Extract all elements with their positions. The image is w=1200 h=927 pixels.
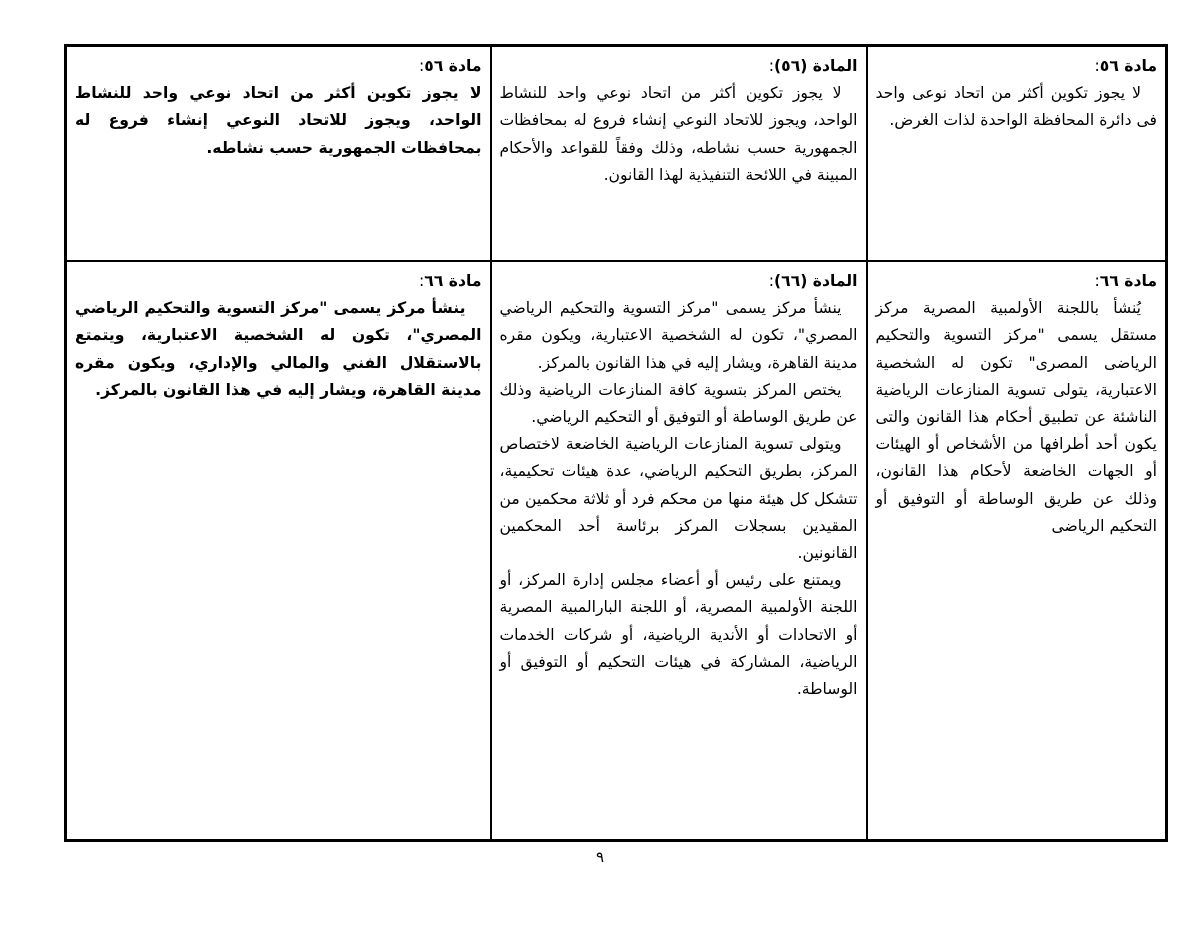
heading-colon: : <box>768 57 775 75</box>
article-heading: مادة ٥٦ <box>424 57 482 75</box>
heading-colon: : <box>768 272 775 290</box>
heading-colon: : <box>419 272 425 290</box>
heading-colon: : <box>1094 57 1100 75</box>
heading-colon: : <box>1094 272 1100 290</box>
article-paragraph: يختص المركز بتسوية كافة المنازعات الرياضية وذلك عن طريق الوساطة أو التوفيق أو التحكيم الرياضي. <box>499 380 858 427</box>
table-row <box>66 46 1167 262</box>
cell-article-56-col1 <box>867 46 1167 262</box>
cell-article-56-col2 <box>491 46 867 262</box>
cell-article-66-col1 <box>867 261 1167 841</box>
article-paragraph: ينشأ مركز يسمى "مركز التسوية والتحكيم الرياضي المصري"، تكون له الشخصية الاعتبارية، ويكون مقره مدينة القاهرة، ويشار إليه في هذا القانون بالمركز. <box>499 299 858 372</box>
article-paragraph: ويتولى تسوية المنازعات الرياضية الخاضعة لاختصاص المركز، بطريق التحكيم الرياضي، عدة هيئات تحكيمية، تتشكل كل هيئة منها من محكم فرد أو ثلاثة محكمين من المقيدين بسجلات المركز برئاسة أحد المحكمين القانونين. <box>499 435 858 563</box>
cell-article-66-col2 <box>491 261 867 841</box>
table-row <box>66 261 1167 841</box>
article-heading: المادة (٥٦) <box>774 57 858 75</box>
article-heading: مادة ٦٦ <box>1099 272 1157 290</box>
article-text: لا يجوز تكوين أكثر من اتحاد نوعى واحد فى دائرة المحافظة الواحدة لذات الغرض. <box>875 84 1157 130</box>
article-heading: المادة (٦٦) <box>774 272 858 290</box>
article-text: لا يجوز تكوين أكثر من اتحاد نوعي واحد للنشاط الواحد، ويجوز للاتحاد النوعي إنشاء فروع له بمحافظات الجمهورية حسب نشاطه، وذلك وفقاً للقواعد والأحكام المبينة في اللائحة التنفيذية لهذا القانون. <box>499 84 858 184</box>
cell-article-66-col3 <box>66 261 491 841</box>
article-text: ينشأ مركز يسمى "مركز التسوية والتحكيم الرياضي المصري"، تكون له الشخصية الاعتبارية، ويتمتع بالاستقلال الفني والمالي والإداري، ويكون مقره مدينة القاهرة، ويشار إليه في هذا القانون بالمركز. <box>75 299 482 399</box>
heading-colon: : <box>419 57 425 75</box>
article-text: لا يجوز تكوين أكثر من اتحاد نوعي واحد للنشاط الواحد، ويجوز للاتحاد النوعي إنشاء فروع له بمحافظات الجمهورية حسب نشاطه. <box>75 84 482 157</box>
cell-article-56-col3 <box>66 46 491 262</box>
article-paragraph: ويمتنع على رئيس أو أعضاء مجلس إدارة المركز، أو اللجنة الأولمبية المصرية، أو اللجنة البارالمبية المصرية أو الاتحادات أو الأندية الرياضية، أو شركات الخدمات الرياضية، المشاركة في هيئات التحكيم أو التوفيق أو الوساطة. <box>499 571 858 699</box>
article-heading: مادة ٦٦ <box>424 272 482 290</box>
page-number: ٩ <box>595 848 605 866</box>
article-text: يُنشأ باللجنة الأولمبية المصرية مركز مستقل يسمى "مركز التسوية والتحكيم الرياضى المصرى" تكون له الشخصية الاعتبارية، يتولى تسوية المنازعات الرياضية الناشئة عن تطبيق أحكام هذا القانون والتى يكون أحد أطرافها من الأشخاص أو الهيئات أو الجهات الخاضعة لأحكام هذا القانون، وذلك عن طريق الوساطة أو التوفيق أو التحكيم الرياضى <box>875 299 1157 535</box>
comparison-table <box>64 44 1168 842</box>
article-heading: مادة ٥٦ <box>1099 57 1157 75</box>
